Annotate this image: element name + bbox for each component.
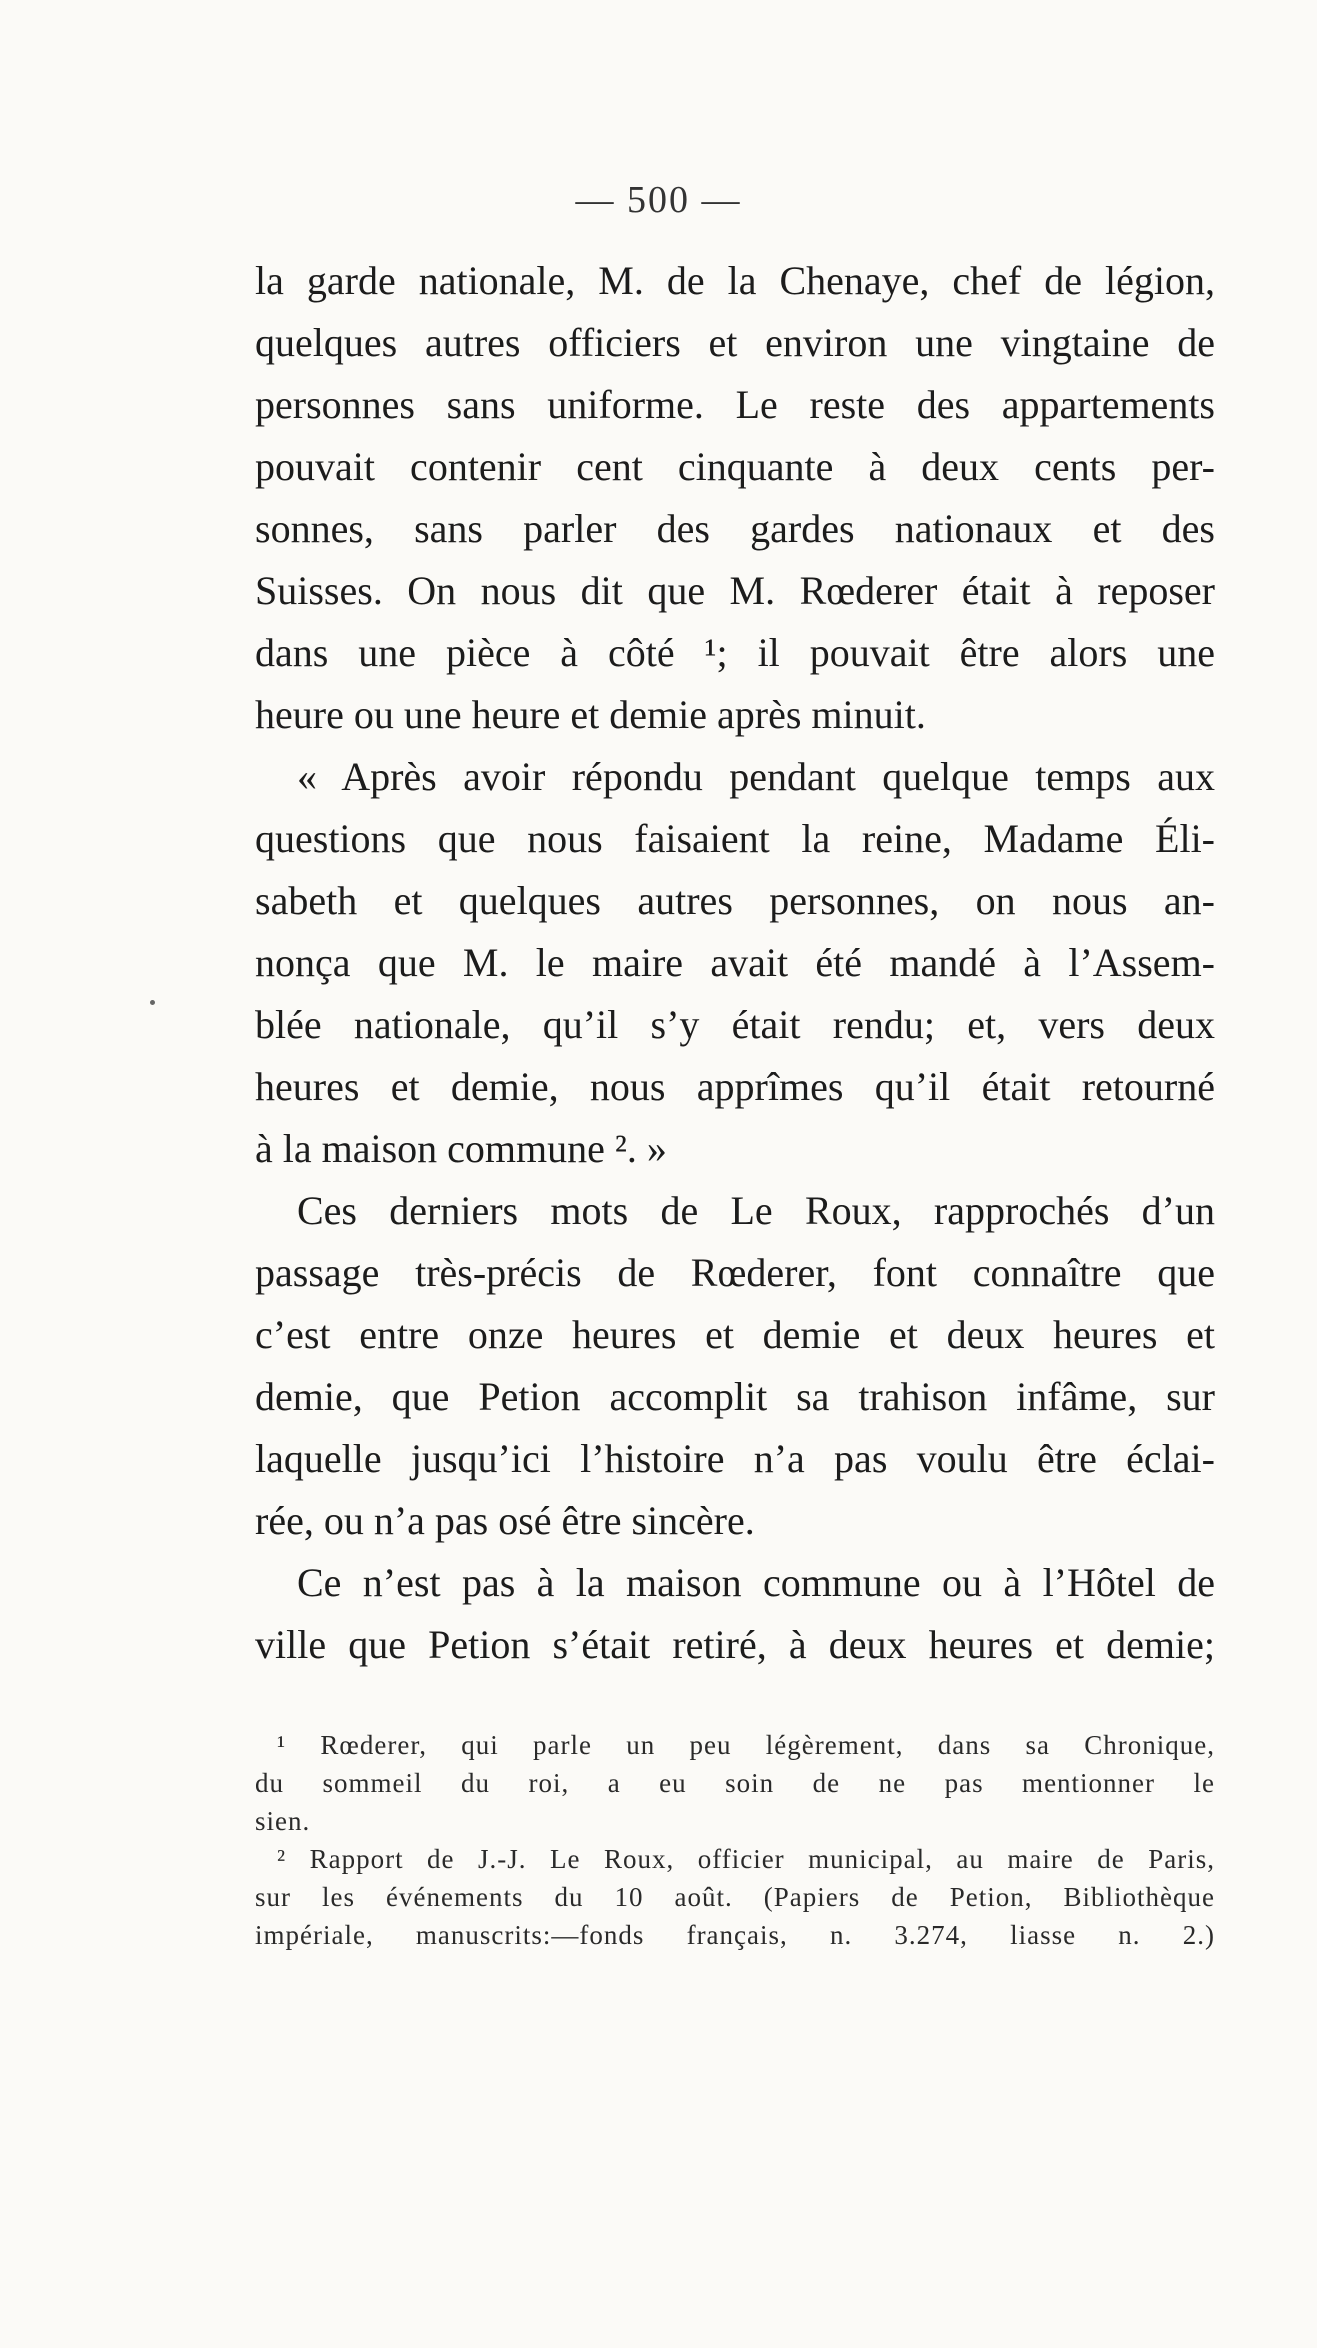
text-line: heures et demie, nous apprîmes qu’il était retourné xyxy=(255,1064,1215,1109)
text-line: « Après avoir répondu pendant quelque temps aux xyxy=(297,754,1215,799)
text-line: nonça que M. le maire avait été mandé à l’Assem- xyxy=(255,940,1215,985)
footnote-line: sien. xyxy=(255,1806,311,1836)
paragraph xyxy=(255,1552,1215,1676)
text-line: la garde nationale, M. de la Chenaye, chef de légion, xyxy=(255,258,1215,303)
margin-speck xyxy=(150,1000,155,1005)
text-line: ville que Petion s’était retiré, à deux heures et demie; xyxy=(255,1622,1215,1667)
footnotes xyxy=(255,1726,1215,1954)
text-line: Ces derniers mots de Le Roux, rapprochés d’un xyxy=(297,1188,1215,1233)
text-line: sabeth et quelques autres personnes, on nous an- xyxy=(255,878,1215,923)
text-line: à la maison commune ². » xyxy=(255,1126,667,1171)
text-line: sonnes, sans parler des gardes nationaux et des xyxy=(255,506,1215,551)
text-line: personnes sans uniforme. Le reste des appartements xyxy=(255,382,1215,427)
text-line: passage très-précis de Rœderer, font connaître que xyxy=(255,1250,1215,1295)
footnote-line: ² Rapport de J.-J. Le Roux, officier municipal, au maire de Paris, xyxy=(277,1844,1215,1874)
paragraph xyxy=(255,250,1215,746)
text-line: Suisses. On nous dit que M. Rœderer était à reposer xyxy=(255,568,1215,613)
footnote-2 xyxy=(255,1840,1215,1954)
body-text xyxy=(255,250,1215,1676)
paragraph xyxy=(255,746,1215,1180)
text-line: c’est entre onze heures et demie et deux heures et xyxy=(255,1312,1215,1357)
footnote-line: sur les événements du 10 août. (Papiers de Petion, Bibliothèque xyxy=(255,1882,1215,1912)
text-line: dans une pièce à côté ¹; il pouvait être alors une xyxy=(255,630,1215,675)
footnote-line: du sommeil du roi, a eu soin de ne pas mentionner le xyxy=(255,1768,1215,1798)
text-line: blée nationale, qu’il s’y était rendu; et, vers deux xyxy=(255,1002,1215,1047)
page-number: — 500 — xyxy=(575,179,742,221)
footnote-line: ¹ Rœderer, qui parle un peu légèrement, dans sa Chronique, xyxy=(277,1730,1215,1760)
footnote-line: impériale, manuscrits:—fonds français, n. 3.274, liasse n. 2.) xyxy=(255,1920,1215,1950)
footnote-1 xyxy=(255,1726,1215,1840)
text-line: rée, ou n’a pas osé être sincère. xyxy=(255,1498,755,1543)
text-line: questions que nous faisaient la reine, Madame Éli- xyxy=(255,816,1215,861)
text-line: Ce n’est pas à la maison commune ou à l’Hôtel de xyxy=(297,1560,1215,1605)
text-line: quelques autres officiers et environ une vingtaine de xyxy=(255,320,1215,365)
paragraph xyxy=(255,1180,1215,1552)
text-line: pouvait contenir cent cinquante à deux cents per- xyxy=(255,444,1215,489)
text-line: demie, que Petion accomplit sa trahison infâme, sur xyxy=(255,1374,1215,1419)
text-line: laquelle jusqu’ici l’histoire n’a pas voulu être éclai- xyxy=(255,1436,1215,1481)
text-line: heure ou une heure et demie après minuit. xyxy=(255,692,926,737)
